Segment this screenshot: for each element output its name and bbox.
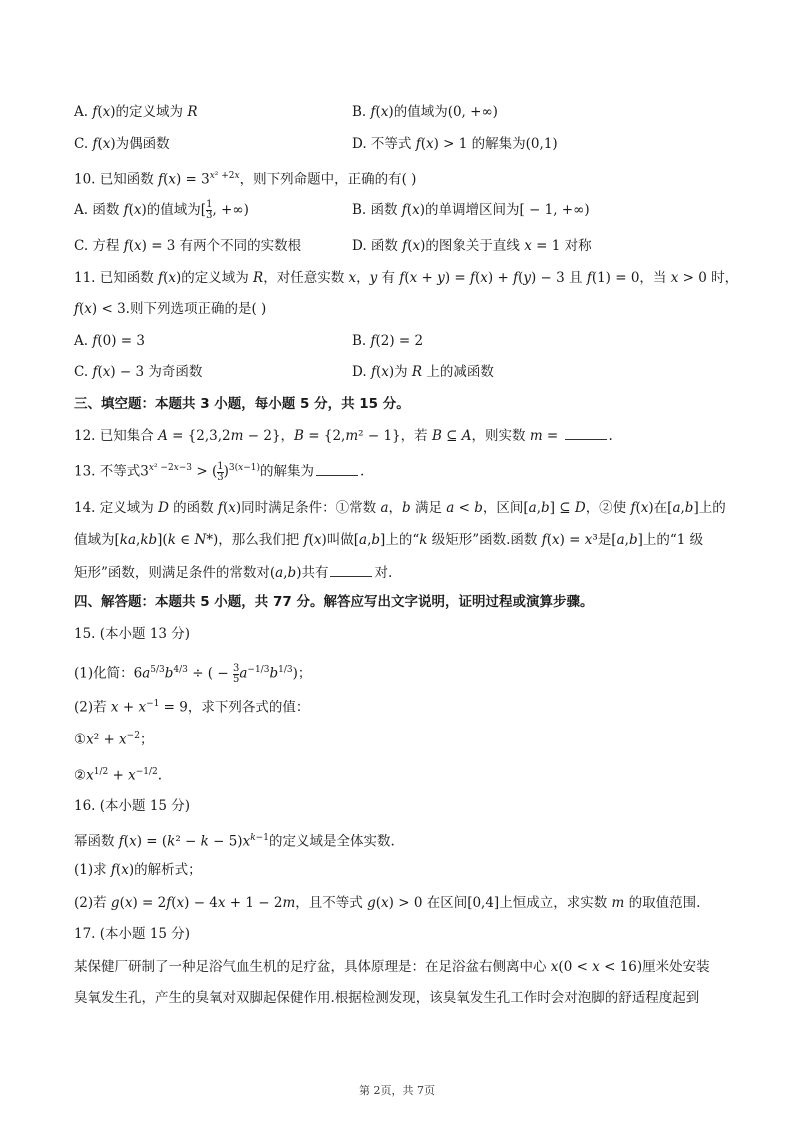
q10-option-a: A. 函数 f(x)的值域为[ $\frac{1}{3}$ , +∞) <box>74 199 249 221</box>
q9-option-d: D. 不等式 f(x) > 1 的解集为(0,1) <box>352 136 558 152</box>
q15-part2: (2)若 $x + x^{-1} = 9$，求下列各式的值： <box>74 699 310 716</box>
q15-part2-a: ①x² + $x^{-2}$； <box>74 731 154 748</box>
q16-stem: 幂函数 $f(x) = (k^2 - k - 5)x^{k-1}$的定义域是全体实数. <box>74 833 395 850</box>
q13: 13. 不等式$3^{x^2 -2x-3}$ > ( $\frac{1}{3}$ )$^{3(x-1)}$的解集为 . <box>74 460 365 483</box>
q9-option-c: C. f(x)为偶函数 <box>74 136 170 152</box>
q10-option-b: B. 函数 f(x)的单调增区间为[ − 1, +∞) <box>352 202 590 218</box>
q11-option-a: A. f(0) = 3 <box>74 333 145 349</box>
q15-part1: (1)化简：$6a^{5/3}b^{4/3}$ ÷ ( − $\frac{3}{5}$ $a^{-1/3}b^{1/3}$)； <box>74 662 312 685</box>
page-footer: 第 2页，共 7页 <box>359 1084 435 1097</box>
q14-line1: 14. 定义域为 D 的函数 f(x)同时满足条件：①常数 a，b 满足 a < b，区间[a,b] ⊆ D，②使 f(x)在[a,b]上的 <box>74 500 726 516</box>
q11-option-b: B. f(2) = 2 <box>352 333 424 349</box>
q14-line3: 矩形”函数，则满足条件的常数对(a,b)共有 对. <box>74 562 392 583</box>
q9-option-b: B. f(x)的值域为(0, +∞) <box>352 104 498 120</box>
q17-header: 17. (本小题 15 分) <box>74 926 191 942</box>
q12: 12. 已知集合 A = {2,3,2m − 2}，B = {2,m² − 1}，若 B ⊆ A，则实数 m = . <box>74 425 613 446</box>
q15-part2-b: $②x^{1/2} + x^{-1/2}$. <box>74 767 163 784</box>
q17-line2: 臭氧发生孔，产生的臭氧对双脚起保健作用.根据检测发现，该臭氧发生孔工作时会对泡脚的舒适程度起到 <box>74 990 700 1006</box>
q11-option-d: D. f(x)为 R 上的减函数 <box>352 364 494 380</box>
q11-option-c: C. f(x) − 3 为奇函数 <box>74 364 203 380</box>
q15-header: 15. (本小题 13 分) <box>74 626 191 642</box>
q11-stem-line1: 11. 已知函数 f(x)的定义域为 R，对任意实数 x，y 有 f(x + y) = f(x) + f(y) − 3 且 f(1) = 0，当 x > 0 时， <box>74 270 739 286</box>
q9-option-a: A. f(x)的定义域为 R <box>74 104 198 120</box>
q16-part1: (1)求 f(x)的解析式； <box>74 862 202 878</box>
section-3-heading: 三、填空题：本题共 3 小题，每小题 5 分，共 15 分。 <box>74 396 410 412</box>
q10-stem: 10. 已知函数 $f(x) = 3^{x^2 +2x}$，则下列命题中，正确的有( ) <box>74 171 417 188</box>
q16-part2: (2)若 g(x) = 2f(x) − 4x + 1 − 2m，且不等式 g(x) > 0 在区间[0,4]上恒成立，求实数 m 的取值范围. <box>74 895 701 911</box>
q10-option-d: D. 函数 f(x)的图象关于直线 x = 1 对称 <box>352 238 592 254</box>
section-4-heading: 四、解答题：本题共 5 小题，共 77 分。解答应写出文字说明，证明过程或演算步骤。 <box>74 594 594 610</box>
q14-line2: 值域为[ka,kb](k ∈ N*)，那么我们把 f(x)叫做[a,b]上的“k 级矩形”函数.函数 f(x) = x³是[a,b]上的“1 级 <box>74 532 704 548</box>
q16-header: 16. (本小题 15 分) <box>74 798 191 814</box>
q17-line1: 某保健厂研制了一种足浴气血生机的足疗盆，具体原理是：在足浴盆右侧离中心 x(0 < x < 16)厘米处安装 <box>74 959 710 975</box>
q10-option-c: C. 方程 f(x) = 3 有两个不同的实数根 <box>74 238 302 254</box>
q11-stem-line2: f(x) < 3.则下列选项正确的是( ) <box>74 301 267 317</box>
